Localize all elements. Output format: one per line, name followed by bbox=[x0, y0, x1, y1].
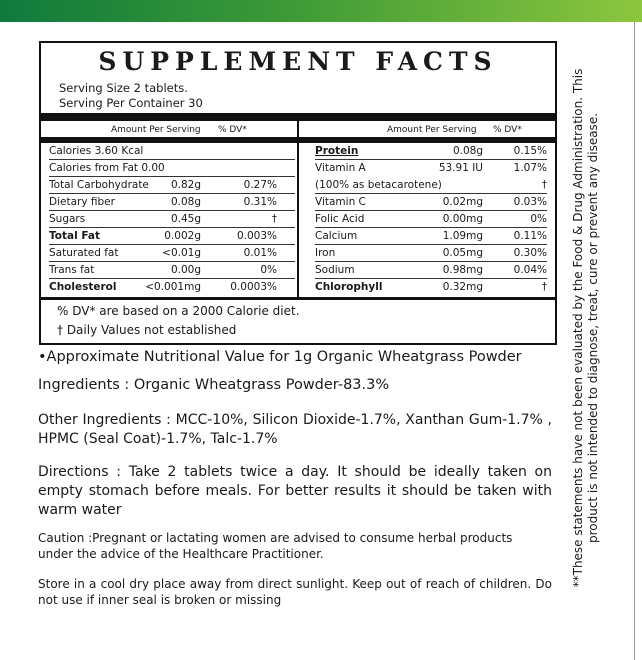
nutrient-name: Calcium bbox=[315, 230, 358, 242]
thick-rule-bottom bbox=[41, 297, 555, 300]
nutrient-dv: 0% bbox=[260, 264, 277, 276]
nutrient-name: Trans fat bbox=[49, 264, 95, 276]
right-header-amount: Amount Per Serving bbox=[387, 125, 477, 135]
other-ingredients: Other Ingredients : MCC-10%, Silicon Dioxide-1.7%, Xanthan Gum-1.7% , HPMC (Seal Coat)-1.7%, Talc-1.7% bbox=[38, 412, 552, 447]
nutrient-dv: † bbox=[541, 281, 547, 293]
nutrient-amount: 0.82g bbox=[170, 179, 201, 191]
nutrient-row bbox=[315, 194, 547, 211]
nutrient-row bbox=[49, 160, 295, 177]
nutrient-row bbox=[49, 262, 295, 279]
nutrient-amount: 0.98mg bbox=[442, 264, 483, 276]
nutrient-name: Calories 3.60 Kcal bbox=[49, 145, 144, 157]
serving-size: Serving Size 2 tablets. bbox=[59, 81, 188, 95]
nutrient-dv: 0.03% bbox=[513, 196, 547, 208]
nutrient-name: Protein bbox=[315, 145, 359, 157]
approx-note: •Approximate Nutritional Value for 1g Organic Wheatgrass Powder bbox=[38, 349, 522, 365]
nutrient-row bbox=[315, 177, 547, 194]
nutrient-name: Calories from Fat 0.00 bbox=[49, 162, 165, 174]
nutrient-amount: 0.02mg bbox=[442, 196, 483, 208]
nutrient-amount: 0.08g bbox=[452, 145, 483, 157]
supplement-facts-panel bbox=[39, 41, 557, 345]
fda-disclaimer bbox=[556, 36, 616, 620]
nutrient-row bbox=[49, 279, 295, 296]
nutrient-dv: † bbox=[541, 179, 547, 191]
column-divider bbox=[297, 121, 299, 299]
caution: Caution :Pregnant or lactating women are advised to consume herbal products under the advice of the Healthcare Practitioner. bbox=[38, 531, 513, 561]
nutrient-dv: 0.01% bbox=[243, 247, 277, 259]
nutrient-row bbox=[49, 211, 295, 228]
nutrient-dv: 1.07% bbox=[513, 162, 547, 174]
nutrient-amount: 0.45g bbox=[170, 213, 201, 225]
nutrient-row bbox=[49, 177, 295, 194]
nutrient-amount: 0.05mg bbox=[442, 247, 483, 259]
nutrient-name: Sodium bbox=[315, 264, 355, 276]
nutrient-row bbox=[315, 245, 547, 262]
nutrient-row bbox=[315, 262, 547, 279]
nutrient-row bbox=[315, 160, 547, 177]
nutrient-name: Total Carbohydrate bbox=[49, 179, 149, 191]
nutrient-amount: 0.08g bbox=[170, 196, 201, 208]
nutrient-dv: 0.27% bbox=[243, 179, 277, 191]
nutrient-name: Chlorophyll bbox=[315, 281, 383, 293]
disclaimer-line-1: **These statements have not been evaluated by the Food & Drug Administration. This bbox=[571, 68, 585, 588]
directions: Directions : Take 2 tablets twice a day. It should be ideally taken on empty stomach before meals. For better results it should be taken with warm water bbox=[38, 464, 552, 518]
left-header-amount: Amount Per Serving bbox=[111, 125, 201, 135]
nutrient-row bbox=[49, 194, 295, 211]
nutrient-row bbox=[315, 279, 547, 296]
nutrient-row bbox=[49, 143, 295, 160]
nutrient-amount: 1.09mg bbox=[442, 230, 483, 242]
nutrient-row bbox=[315, 143, 547, 160]
left-header-dv: % DV* bbox=[218, 125, 247, 135]
nutrient-dv: 0.04% bbox=[513, 264, 547, 276]
nutrient-amount: 0.32mg bbox=[442, 281, 483, 293]
nutrient-dv: 0% bbox=[530, 213, 547, 225]
nutrient-name: (100% as betacarotene) bbox=[315, 179, 442, 191]
nutrient-name: Vitamin A bbox=[315, 162, 366, 174]
nutrient-dv: 0.31% bbox=[243, 196, 277, 208]
footnote-dagger: † Daily Values not established bbox=[57, 323, 237, 337]
nutrient-name: Vitamin C bbox=[315, 196, 366, 208]
nutrient-dv: 0.15% bbox=[513, 145, 547, 157]
nutrient-name: Iron bbox=[315, 247, 336, 259]
nutrient-row bbox=[315, 228, 547, 245]
nutrient-amount: 0.00g bbox=[170, 264, 201, 276]
nutrient-row bbox=[49, 228, 295, 245]
thick-rule-top bbox=[41, 113, 555, 121]
nutrient-dv: 0.11% bbox=[513, 230, 547, 242]
nutrient-amount: <0.01g bbox=[162, 247, 201, 259]
nutrient-amount: 0.002g bbox=[164, 230, 201, 242]
nutrient-dv: 0.30% bbox=[513, 247, 547, 259]
nutrient-name: Sugars bbox=[49, 213, 86, 225]
nutrient-amount: 0.00mg bbox=[442, 213, 483, 225]
nutrient-name: Saturated fat bbox=[49, 247, 119, 259]
servings-per-container: Serving Per Container 30 bbox=[59, 96, 203, 110]
facts-title: SUPPLEMENT FACTS bbox=[98, 47, 498, 76]
storage: Store in a cool dry place away from direct sunlight. Keep out of reach of children. Do not use if inner seal is broken or missing bbox=[38, 577, 552, 607]
nutrient-dv: 0.0003% bbox=[230, 281, 277, 293]
nutrient-name: Total Fat bbox=[49, 230, 101, 242]
nutrient-name: Folic Acid bbox=[315, 213, 365, 225]
right-header-dv: % DV* bbox=[493, 125, 522, 135]
right-border-line bbox=[634, 22, 635, 660]
nutrient-amount: 53.91 IU bbox=[438, 162, 483, 174]
nutrient-row bbox=[49, 245, 295, 262]
nutrient-dv: 0.003% bbox=[236, 230, 277, 242]
ingredients: Ingredients : Organic Wheatgrass Powder-83.3% bbox=[38, 377, 390, 393]
nutrient-row bbox=[315, 211, 547, 228]
nutrient-name: Cholesterol bbox=[49, 281, 117, 293]
disclaimer-line-2: product is not intended to diagnose, treat, cure or prevent any disease. bbox=[586, 112, 600, 544]
nutrient-amount: <0.001mg bbox=[145, 281, 201, 293]
nutrient-dv: † bbox=[271, 213, 277, 225]
nutrient-name: Dietary fiber bbox=[49, 196, 115, 208]
footnote-dv: % DV* are based on a 2000 Calorie diet. bbox=[57, 304, 300, 318]
top-green-bar bbox=[0, 0, 642, 22]
